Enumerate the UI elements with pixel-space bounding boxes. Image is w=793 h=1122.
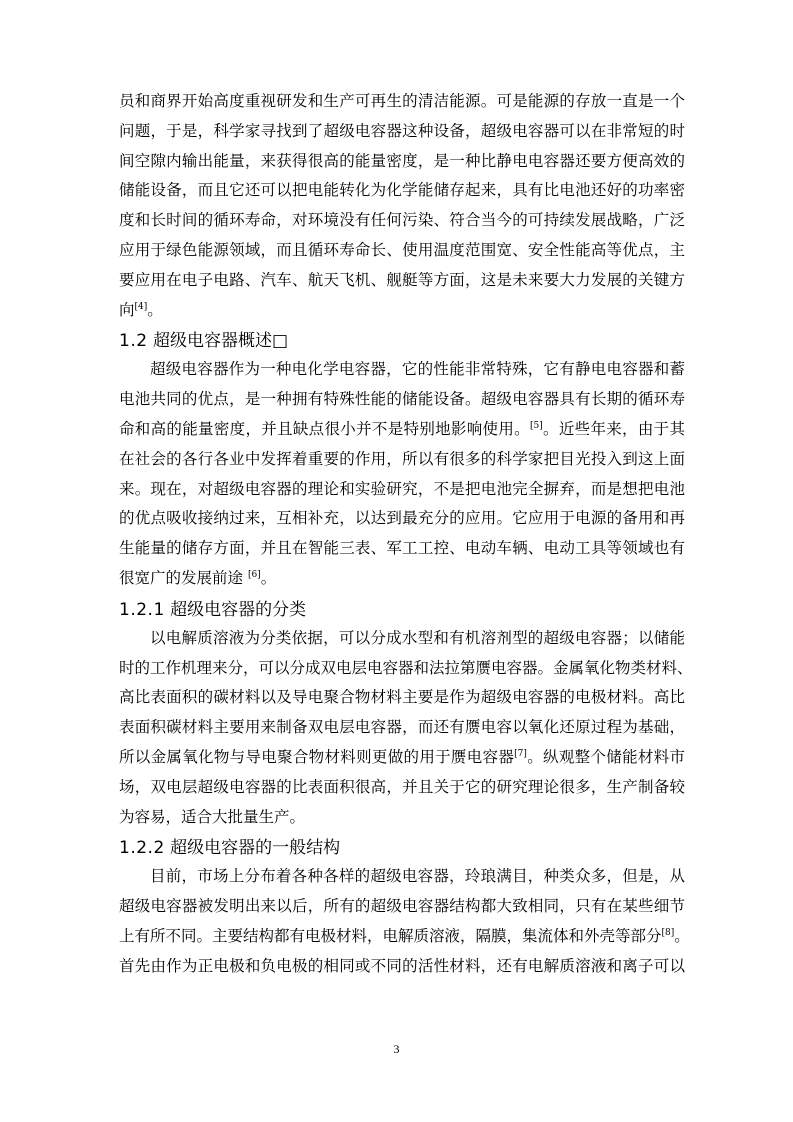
text-line: 来。现在，对超级电容器的理论和实验研究，不是把电池完全摒弃，而是想把电池 [119, 479, 685, 498]
overview-paragraph [119, 355, 685, 593]
text-line: 应用于绿色能源领域，而且循环寿命长、使用温度范围宽、安全性能高等优点，主 [119, 240, 685, 259]
text-line: 首先由作为正电极和负电极的相同或不同的活性材料，还有电解质溶液和离子可以 [119, 956, 685, 975]
text-fragment: 。近些年来，由于其 [542, 419, 685, 438]
text-line: 电池共同的优点，是一种拥有特殊性能的储能设备。超级电容器具有长期的循环寿 [119, 390, 685, 409]
text-line: 的优点吸收接纳过来，互相补充，以达到最充分的应用。它应用于电源的备用和再 [119, 509, 685, 528]
text-line [119, 743, 685, 773]
section-heading-1-2-1 [119, 596, 685, 624]
citation-ref: [7] [514, 748, 527, 759]
citation-ref: [4] [134, 301, 148, 312]
text-line: 场，双电层超级电容器的比表面积很高，并且关于它的研究理论很多，生产制备较 [119, 777, 685, 796]
section-title: 超级电容器的一般结构 [170, 838, 341, 859]
text-fragment: 向 [119, 300, 135, 319]
text-fragment: 。 [147, 300, 163, 319]
text-fragment: 。 [674, 926, 690, 945]
structure-paragraph [119, 862, 690, 981]
text-line: 为容易，适合大批量生产。 [119, 807, 306, 826]
text-line: 超级电容器被发明出来以后，所有的超级电容器结构都大致相同，只有在某些细节 [119, 897, 685, 916]
classification-paragraph [119, 624, 693, 833]
page-body [119, 87, 693, 982]
citation-ref: [5] [529, 420, 543, 431]
text-line [119, 922, 690, 952]
citation-ref: [6] [247, 569, 261, 580]
section-number: 1.2 [119, 331, 148, 352]
text-line: 时的工作机理来分，可以分成双电层电容器和法拉第赝电容器。金属氧化物类材料、 [119, 658, 693, 677]
text-line: 度和长时间的循环寿命，对环境没有任何污染、符合当今的可持续发展战略，广泛 [119, 211, 685, 230]
section-title: 超级电容器概述□ [152, 331, 289, 352]
section-heading-1-2-2 [119, 834, 685, 862]
text-line: 问题，于是，科学家寻找到了超级电容器这种设备，超级电容器可以在非常短的时 [119, 121, 685, 140]
text-line [119, 415, 685, 445]
intro-paragraph [119, 87, 685, 325]
text-line: 在社会的各行各业中发挥着重要的作用，所以有很多的科学家把目光投入到这上面 [119, 449, 685, 468]
text-fragment: 。 [260, 568, 277, 587]
text-line: 高比表面积的碳材料以及导电聚合物材料主要是作为超级电容器的电极材料。高比 [119, 688, 685, 707]
section-number: 1.2.1 [119, 599, 165, 620]
text-line: 超级电容器作为一种电化学电容器，它的性能非常特殊，它有静电电容器和蓄 [150, 360, 685, 379]
text-fragment: 。纵观整个储能材料市 [526, 747, 685, 766]
text-line: 生能量的储存方面，并且在智能三表、军工工控、电动车辆、电动工具等领域也有 [119, 539, 685, 558]
text-line [119, 296, 685, 326]
text-fragment: 命和高的能量密度，并且缺点很小并不是特别地影响使用。 [119, 419, 530, 438]
text-fragment: 上有所不同。主要结构都有电极材料，电解质溶液，隔膜，集流体和外壳等部分 [119, 926, 662, 945]
citation-ref: [8] [661, 927, 675, 938]
section-title: 超级电容器的分类 [170, 599, 307, 620]
text-line: 间空隙内输出能量，来获得很高的能量密度，是一种比静电电容器还要方便高效的 [119, 151, 685, 170]
text-line [119, 564, 685, 594]
text-line: 以电解质溶液为分类依据，可以分成水型和有机溶剂型的超级电容器；以储能 [150, 628, 685, 647]
text-fragment: 所以金属氧化物与导电聚合物材料则更做的用于赝电容器 [119, 747, 515, 766]
text-line: 要应用在电子电路、汽车、航天飞机、舰艇等方面，这是未来要大力发展的关键方 [119, 270, 685, 289]
text-line: 表面积碳材料主要用来制备双电层电容器，而还有赝电容以氧化还原过程为基础， [119, 718, 685, 737]
text-line: 员和商界开始高度重视研发和生产可再生的清洁能源。可是能源的存放一直是一个 [119, 92, 685, 110]
text-line: 储能设备，而且它还可以把电能转化为化学能储存起来，具有比电池还好的功率密 [119, 181, 685, 200]
text-line: 目前，市场上分布着各种各样的超级电容器，玲琅满目，种类众多，但是，从 [150, 867, 685, 886]
page-number: 3 [393, 1042, 400, 1056]
section-number: 1.2.2 [119, 838, 165, 859]
section-heading-1-2 [119, 327, 685, 355]
text-fragment: 很宽广的发展前途 [119, 568, 244, 587]
